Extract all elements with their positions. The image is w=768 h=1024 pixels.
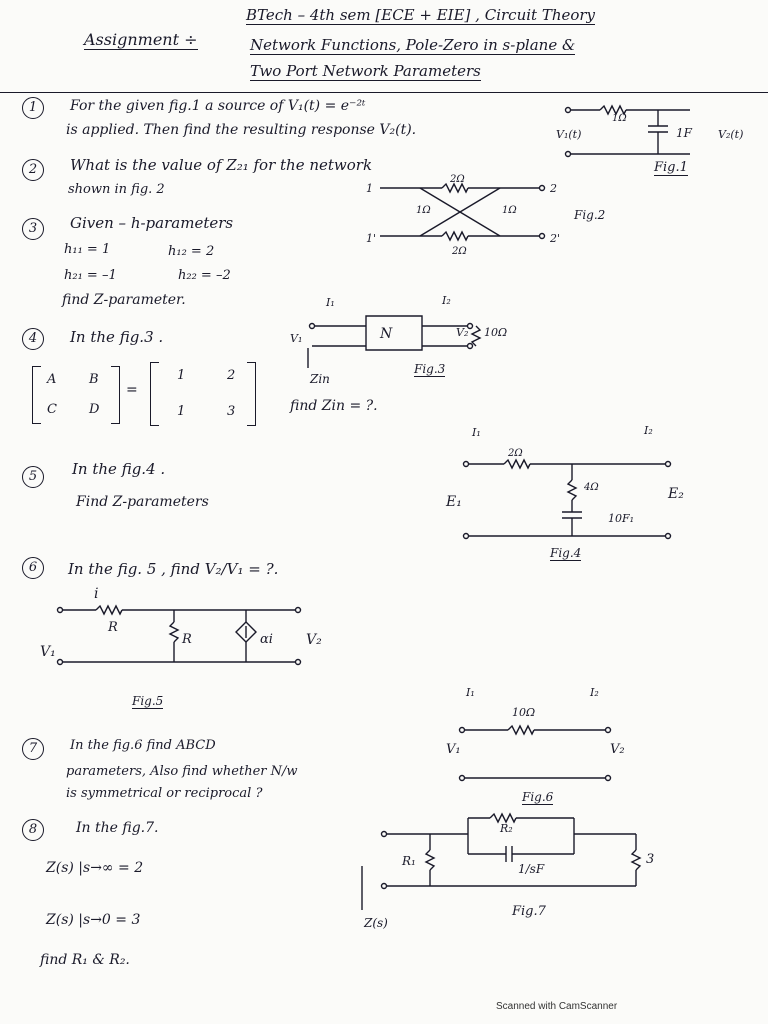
matrix-c: C — [47, 402, 57, 417]
matrix-value-2: 2 — [227, 368, 236, 383]
question-3-h11: h₁₁ = 1 — [64, 242, 111, 257]
figure-6-v1: V₁ — [446, 742, 461, 757]
question-2-number: 2 — [22, 159, 44, 181]
figure-3-circuit — [300, 310, 500, 370]
question-7-number: 7 — [22, 738, 44, 760]
matrix-a: A — [47, 372, 57, 387]
figure-6-circuit — [440, 720, 630, 790]
figure-2-node-1: 1 — [366, 182, 373, 195]
figure-2-cross-resistor-1-label: 1Ω — [416, 205, 431, 216]
abcd-value-matrix — [150, 362, 256, 426]
question-8-number: 8 — [22, 819, 44, 841]
scanner-footer: Scanned with CamScanner — [496, 1001, 618, 1012]
figure-5-resistor-2: R — [182, 632, 192, 647]
question-2-line-2: shown in fig. 2 — [68, 182, 165, 197]
figure-3-zin: Zin — [310, 372, 330, 386]
figure-7-r1: R₁ — [402, 854, 416, 868]
matrix-b: B — [89, 372, 99, 387]
figure-5-resistor-1: R — [108, 620, 118, 635]
figure-3-i2: I₂ — [442, 294, 451, 307]
question-3-line-1: Given – h-parameters — [70, 214, 234, 232]
question-3-h22: h₂₂ = –2 — [178, 268, 231, 283]
header-line-1: BTech – 4th sem [ECE + EIE] , Circuit Theory — [246, 6, 596, 24]
question-8-line-1: In the fig.7. — [76, 820, 159, 836]
abcd-symbol-matrix — [32, 366, 120, 424]
figure-2-node-1-prime: 1' — [366, 232, 377, 245]
question-7-line-3: is symmetrical or reciprocal ? — [66, 786, 263, 801]
question-6-number: 6 — [22, 557, 44, 579]
figure-4-caption: Fig.4 — [550, 546, 582, 560]
figure-5-v1: V₁ — [40, 644, 56, 660]
question-5-line-1: In the fig.4 . — [72, 460, 166, 478]
matrix-d: D — [89, 402, 100, 417]
figure-4-e2: E₂ — [668, 486, 684, 502]
figure-3-caption: Fig.3 — [414, 362, 446, 376]
figure-2-circuit — [380, 178, 550, 248]
figure-7-r2: R₂ — [500, 822, 513, 835]
figure-7-zs: Z(s) — [364, 916, 388, 930]
question-3-h12: h₁₂ = 2 — [168, 244, 215, 259]
figure-4-circuit — [440, 450, 700, 550]
figure-4-e1: E₁ — [446, 494, 462, 510]
figure-6-resistor: 10Ω — [512, 706, 536, 719]
figure-3-block: N — [380, 326, 393, 342]
header-divider — [0, 92, 768, 93]
question-8-line-4: find R₁ & R₂. — [40, 952, 130, 968]
figure-5-current: i — [94, 586, 99, 602]
figure-5-v2: V₂ — [306, 632, 322, 648]
question-4-number: 4 — [22, 328, 44, 350]
question-8-condition-1: Z(s) |s→∞ = 2 — [46, 860, 144, 876]
matrix-value-1: 1 — [177, 368, 186, 383]
question-3-h21: h₂₁ = –1 — [64, 268, 117, 283]
question-8-condition-2: Z(s) |s→0 = 3 — [46, 912, 141, 928]
figure-2-node-2: 2 — [550, 182, 557, 195]
question-6-line-1: In the fig. 5 , find V₂/V₁ = ?. — [68, 560, 279, 578]
figure-1-resistor-label: 1Ω — [612, 113, 627, 124]
question-2-line-1: What is the value of Z₂₁ for the network — [70, 156, 373, 174]
figure-5-dependent-source: αi — [260, 632, 273, 647]
question-5-line-2: Find Z-parameters — [76, 494, 209, 510]
matrix-value-3: 1 — [177, 404, 186, 419]
figure-6-i2: I₂ — [590, 686, 599, 699]
figure-2-cross-resistor-2-label: 1Ω — [502, 205, 517, 216]
question-1-number: 1 — [22, 97, 44, 119]
figure-3-v1: V₁ — [290, 332, 303, 345]
figure-4-capacitor: 10F₁ — [608, 512, 635, 525]
question-1-line-1: For the given fig.1 a source of V₁(t) = e⁻²ᵗ — [70, 98, 366, 114]
question-5-number: 5 — [22, 466, 44, 488]
figure-2-node-2-prime: 2' — [550, 232, 561, 245]
question-7-line-2: parameters, Also find whether N/w — [66, 764, 298, 779]
figure-2-bottom-resistor-label: 2Ω — [452, 246, 467, 257]
figure-1-v1-label: V₁(t) — [556, 128, 582, 141]
question-3-number: 3 — [22, 218, 44, 240]
figure-4-resistor-4: 4Ω — [584, 482, 599, 493]
header-line-3: Two Port Network Parameters — [250, 62, 481, 80]
question-7-line-1: In the fig.6 find ABCD — [70, 738, 216, 753]
figure-7-caption: Fig.7 — [512, 904, 546, 919]
figure-6-v2: V₂ — [610, 742, 625, 757]
figure-1-circuit — [560, 102, 730, 162]
figure-4-i1: I₁ — [472, 426, 481, 439]
assignment-label: Assignment ÷ — [84, 30, 198, 49]
figure-2-top-resistor-label: 2Ω — [450, 174, 465, 185]
figure-3-v2: V₂ — [456, 326, 469, 339]
question-1-line-2: is applied. Then find the resulting response V₂(t). — [66, 122, 417, 138]
question-4-find: find Zin = ?. — [290, 398, 378, 414]
figure-6-i1: I₁ — [466, 686, 475, 699]
figure-3-i1: I₁ — [326, 296, 335, 309]
question-4-line-1: In the fig.3 . — [70, 328, 164, 346]
figure-4-resistor-2: 2Ω — [508, 448, 523, 459]
figure-3-load: 10Ω — [484, 326, 508, 339]
header-line-2: Network Functions, Pole-Zero in s-plane & — [250, 36, 576, 54]
figure-5-circuit — [40, 596, 320, 686]
figure-7-capacitor: 1/sF — [518, 862, 545, 876]
figure-1-capacitor-label: 1F — [676, 126, 692, 140]
matrix-value-4: 3 — [227, 404, 236, 419]
figure-1-caption: Fig.1 — [654, 160, 688, 175]
question-3-line-3: find Z-parameter. — [62, 292, 186, 308]
figure-7-r3: 3 — [646, 852, 655, 867]
figure-4-i2: I₂ — [644, 424, 653, 437]
figure-5-caption: Fig.5 — [132, 694, 164, 708]
matrix-equals: = — [126, 382, 138, 398]
figure-6-caption: Fig.6 — [522, 790, 554, 804]
figure-1-v2-label: V₂(t) — [718, 128, 744, 141]
figure-2-caption: Fig.2 — [574, 208, 606, 222]
